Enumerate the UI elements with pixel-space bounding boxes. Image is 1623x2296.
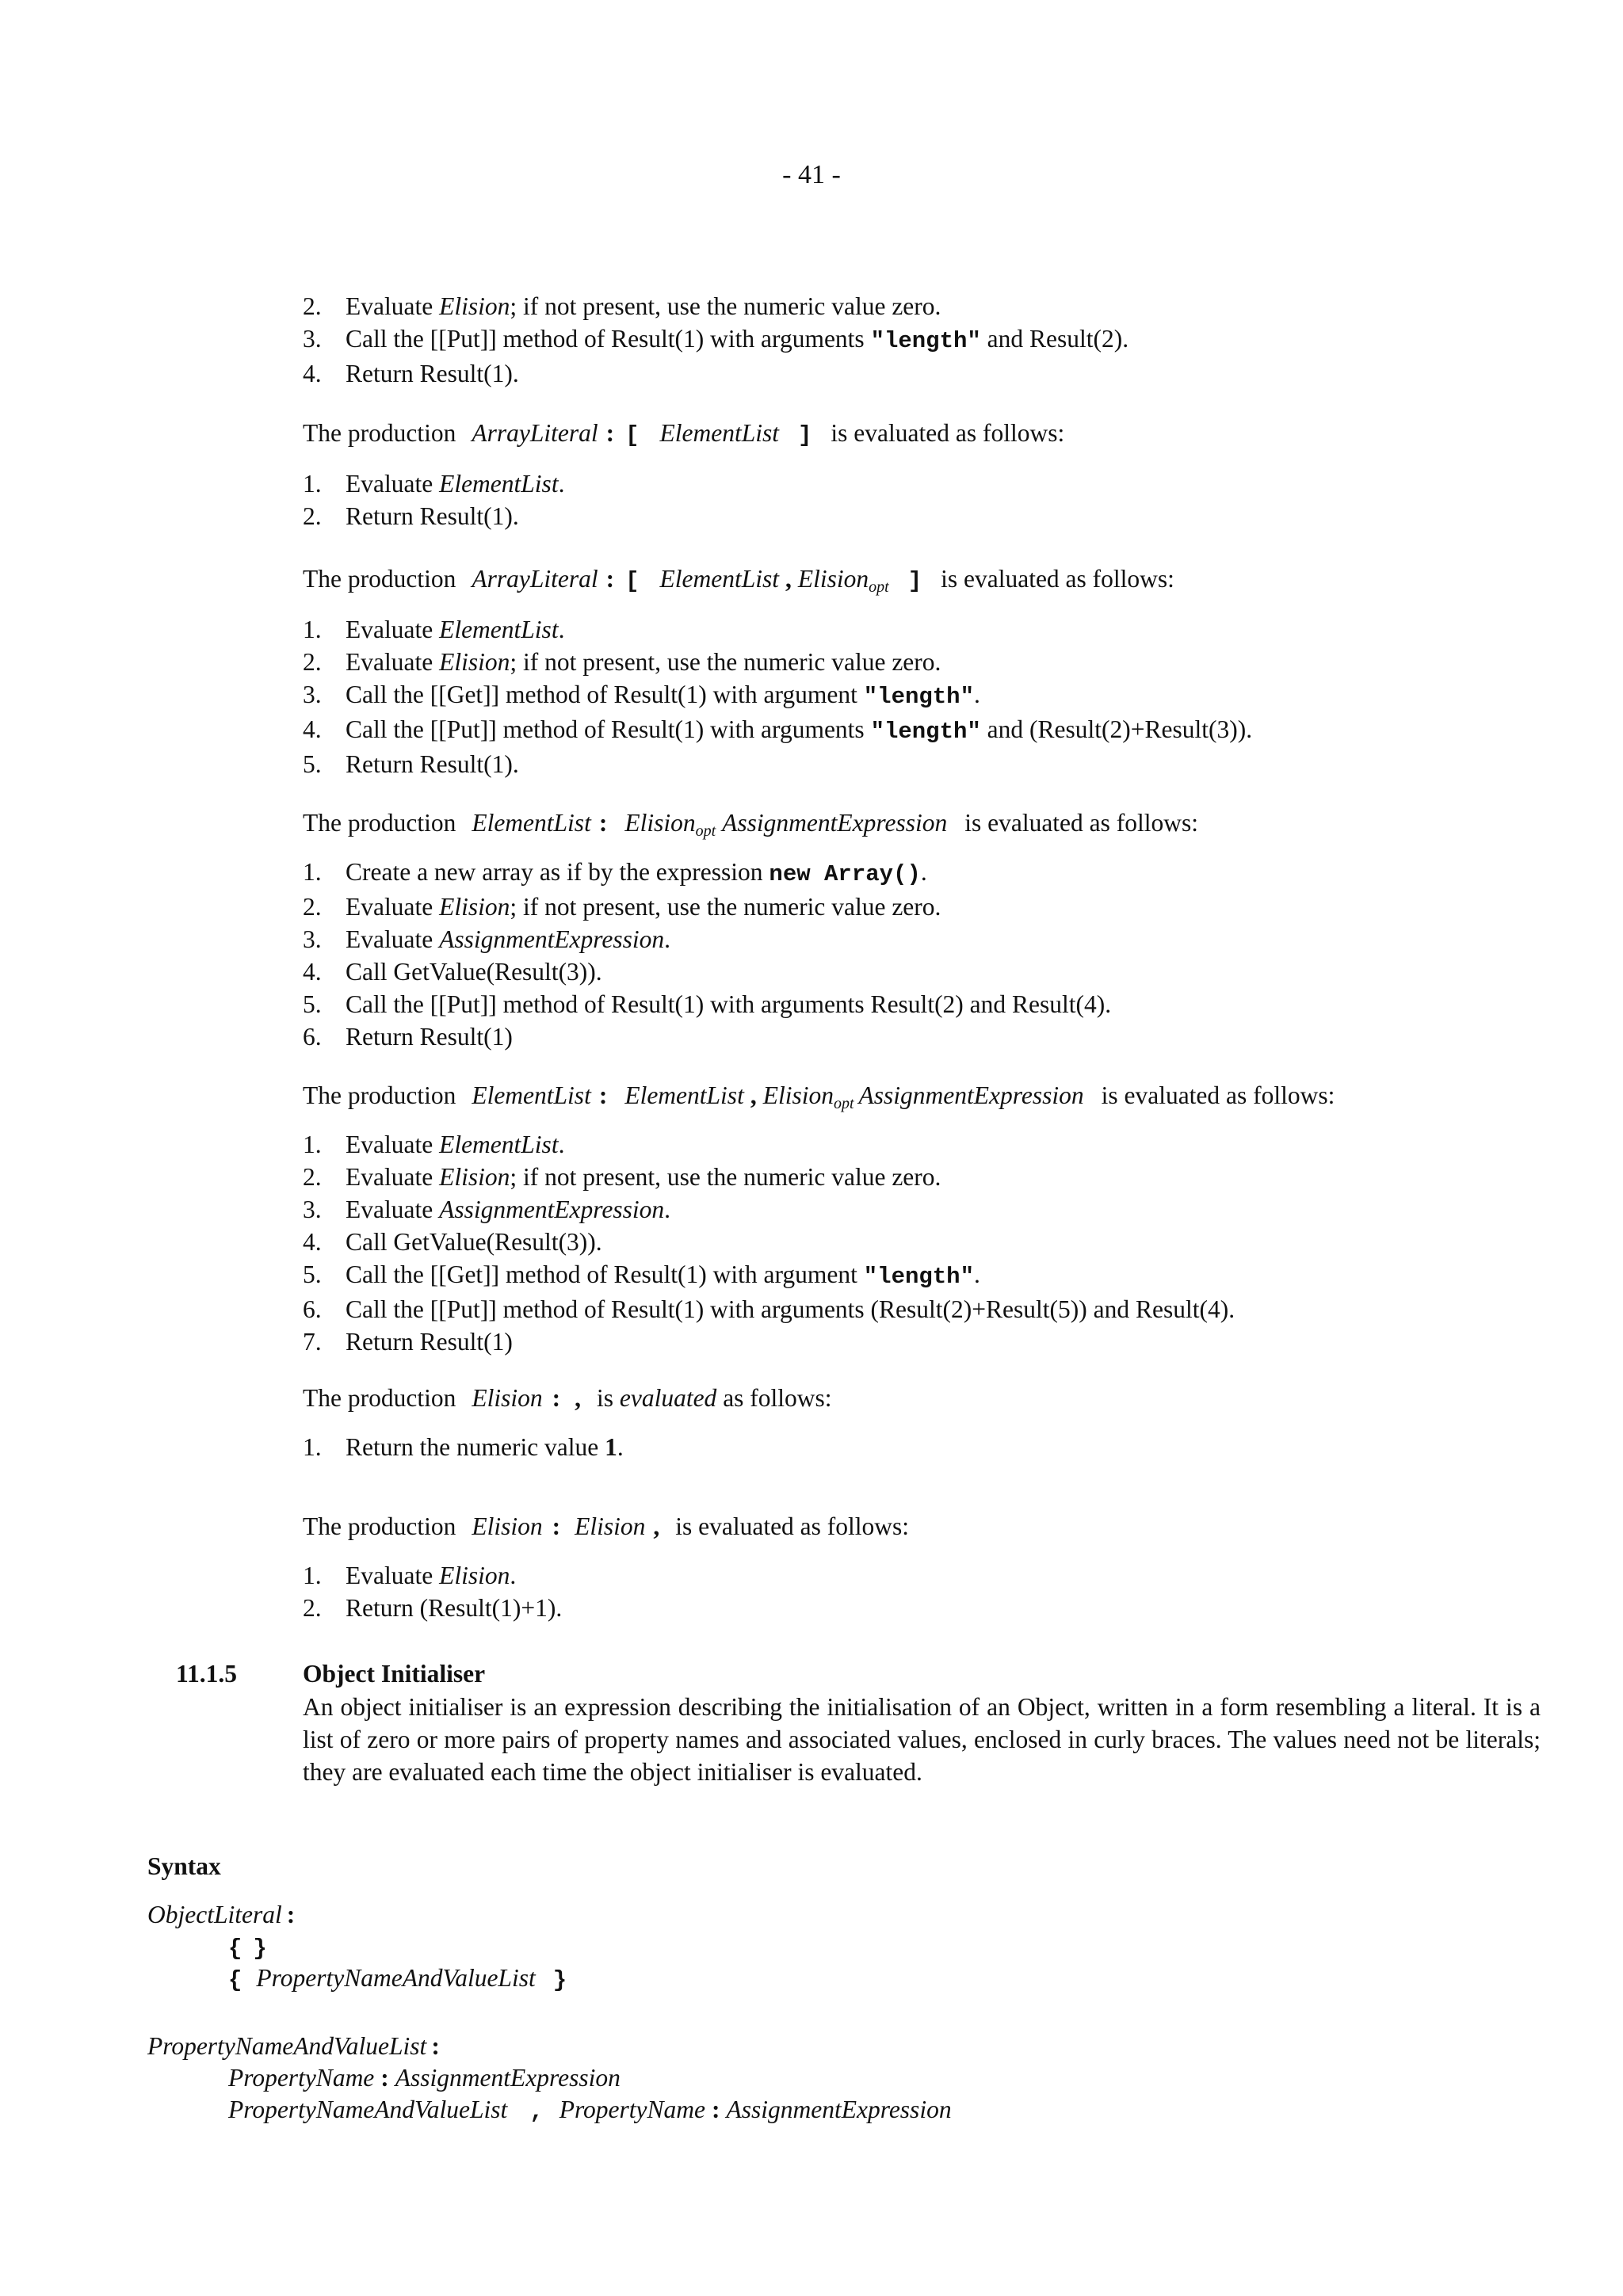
grammar-alternative: PropertyName : AssignmentExpression	[228, 2064, 621, 2092]
list-item: 1. Evaluate ElementList.	[303, 467, 1539, 500]
list-item: 7. Return Result(1)	[303, 1325, 1539, 1358]
step-number: 1.	[303, 1562, 322, 1589]
nonterminal: Elision	[624, 809, 696, 837]
production-line: The production ElementList : ElementList , Elision$_{opt}$ AssignmentExpression is evaluated as follows:	[303, 1081, 1335, 1112]
section-paragraph: An object initialiser is an expression describing the initialisation of an Object, written in a form resembling a literal. It is a list of zero or more pairs of property names and associated values, enclosed in curly braces. The values need not be literals; they are evaluated each time the object initialiser is evaluated.	[303, 1693, 1541, 1786]
grammar-alternative: { PropertyNameAndValueList }	[228, 1964, 567, 1993]
production-line: The production Elision : , is evaluated as follows:	[303, 1384, 832, 1412]
grammar-alternative: PropertyNameAndValueList , PropertyName : AssignmentExpression	[228, 2096, 952, 2125]
page-number: - 41 -	[782, 160, 841, 189]
step-number: 1.	[303, 1131, 322, 1158]
steps-list	[303, 467, 1539, 532]
steps-list	[303, 613, 1539, 780]
list-item: 3. Evaluate AssignmentExpression.	[303, 1193, 1539, 1226]
step-number: 2.	[303, 502, 322, 530]
list-item: 4. Return Result(1).	[303, 357, 1539, 390]
nonterminal: ElementList	[472, 1081, 591, 1109]
production-line: The production ArrayLiteral : [ ElementList ] is evaluated as follows:	[303, 419, 1065, 448]
list-item: 2. Evaluate Elision; if not present, use the numeric value zero.	[303, 1161, 1539, 1193]
section-heading	[176, 1657, 485, 1690]
code-literal: "length"	[870, 719, 981, 745]
section-number: 11.1.5	[176, 1660, 238, 1688]
production-line: The production ArrayLiteral : [ ElementList , Elision$_{opt}$ ] is evaluated as follows:	[303, 565, 1174, 596]
list-item: 2. Return Result(1).	[303, 500, 1539, 532]
grammar-lhs: ObjectLiteral :	[147, 1901, 296, 1928]
step-number: 4.	[303, 1228, 322, 1256]
step-number: 2.	[303, 893, 322, 921]
nonterminal: ElementList	[659, 565, 779, 593]
steps-list	[303, 856, 1539, 1053]
nonterminal: Elision	[472, 1512, 543, 1540]
list-item: 3. Call the [[Put]] method of Result(1) with arguments "length" and Result(2).	[303, 322, 1539, 357]
syntax-heading: Syntax	[147, 1852, 221, 1880]
list-item: 1. Evaluate ElementList.	[303, 613, 1539, 646]
list-item: 1. Return the numeric value 1.	[303, 1431, 1539, 1463]
step-number: 2.	[303, 648, 322, 676]
grammar-alternative: { }	[228, 1936, 267, 1962]
nonterminal: AssignmentExpression	[858, 1081, 1084, 1109]
step-number: 3.	[303, 325, 322, 353]
list-item: 1. Evaluate Elision.	[303, 1559, 1539, 1592]
list-item: 2. Evaluate Elision; if not present, use the numeric value zero.	[303, 646, 1539, 678]
nonterminal: ElementList	[624, 1081, 744, 1109]
list-item: 3. Call the [[Get]] method of Result(1) with argument "length".	[303, 678, 1539, 713]
list-item: 2. Return (Result(1)+1).	[303, 1592, 1539, 1624]
list-item: 6. Call the [[Put]] method of Result(1) with arguments (Result(2)+Result(5)) and Result(4).	[303, 1293, 1539, 1325]
step-number: 2.	[303, 292, 322, 320]
step-number: 3.	[303, 1196, 322, 1223]
list-item: 1. Evaluate ElementList.	[303, 1128, 1539, 1161]
nonterminal: ArrayLiteral	[472, 565, 598, 593]
steps-list	[303, 290, 1539, 390]
step-number: 1.	[303, 858, 322, 886]
step-number: 1.	[303, 1433, 322, 1461]
nonterminal: ElementList	[472, 809, 591, 837]
step-number: 6.	[303, 1295, 322, 1323]
list-item: 4. Call the [[Put]] method of Result(1) with arguments "length" and (Result(2)+Result(3)).	[303, 713, 1539, 748]
step-number: 4.	[303, 715, 322, 743]
nonterminal: ArrayLiteral	[472, 419, 598, 447]
list-item: 5. Call the [[Get]] method of Result(1) with argument "length".	[303, 1258, 1539, 1293]
step-number: 5.	[303, 990, 322, 1018]
list-item: 3. Evaluate AssignmentExpression.	[303, 923, 1539, 955]
steps-list	[303, 1128, 1539, 1358]
step-number: 2.	[303, 1594, 322, 1622]
list-item: 2. Evaluate Elision; if not present, use the numeric value zero.	[303, 891, 1539, 923]
code-literal: "length"	[863, 684, 974, 710]
list-item: 4. Call GetValue(Result(3)).	[303, 955, 1539, 988]
step-number: 5.	[303, 1261, 322, 1288]
section-title: Object Initialiser	[303, 1660, 486, 1688]
list-item: 2. Evaluate Elision; if not present, use the numeric value zero.	[303, 290, 1539, 322]
nonterminal: AssignmentExpression	[722, 809, 948, 837]
nonterminal: Elision	[762, 1081, 834, 1109]
production-line: The production Elision : Elision , is evaluated as follows:	[303, 1512, 910, 1540]
code-literal: "length"	[863, 1264, 974, 1290]
nonterminal: Elision	[472, 1384, 543, 1412]
nonterminal: ElementList	[659, 419, 779, 447]
step-number: 3.	[303, 681, 322, 708]
list-item: 4. Call GetValue(Result(3)).	[303, 1226, 1539, 1258]
production-line: The production ElementList : Elision$_{opt}$ AssignmentExpression is evaluated as follows:	[303, 809, 1199, 840]
step-number: 6.	[303, 1023, 322, 1051]
code-literal: new Array()	[769, 861, 921, 887]
grammar-lhs: PropertyNameAndValueList :	[147, 2032, 440, 2060]
step-number: 7.	[303, 1328, 322, 1356]
nonterminal: Elision	[575, 1512, 646, 1540]
step-number: 2.	[303, 1163, 322, 1191]
step-number: 3.	[303, 925, 322, 953]
list-item: 1. Create a new array as if by the expression new Array().	[303, 856, 1539, 891]
steps-list	[303, 1559, 1539, 1624]
step-number: 5.	[303, 750, 322, 778]
step-number: 4.	[303, 360, 322, 387]
code-literal: "length"	[870, 328, 981, 354]
step-number: 4.	[303, 958, 322, 986]
step-number: 1.	[303, 470, 322, 498]
list-item: 5. Call the [[Put]] method of Result(1) with arguments Result(2) and Result(4).	[303, 988, 1539, 1020]
list-item: 6. Return Result(1)	[303, 1020, 1539, 1053]
steps-list	[303, 1431, 1539, 1463]
step-number: 1.	[303, 616, 322, 643]
list-item: 5. Return Result(1).	[303, 748, 1539, 780]
nonterminal: Elision	[797, 565, 869, 593]
